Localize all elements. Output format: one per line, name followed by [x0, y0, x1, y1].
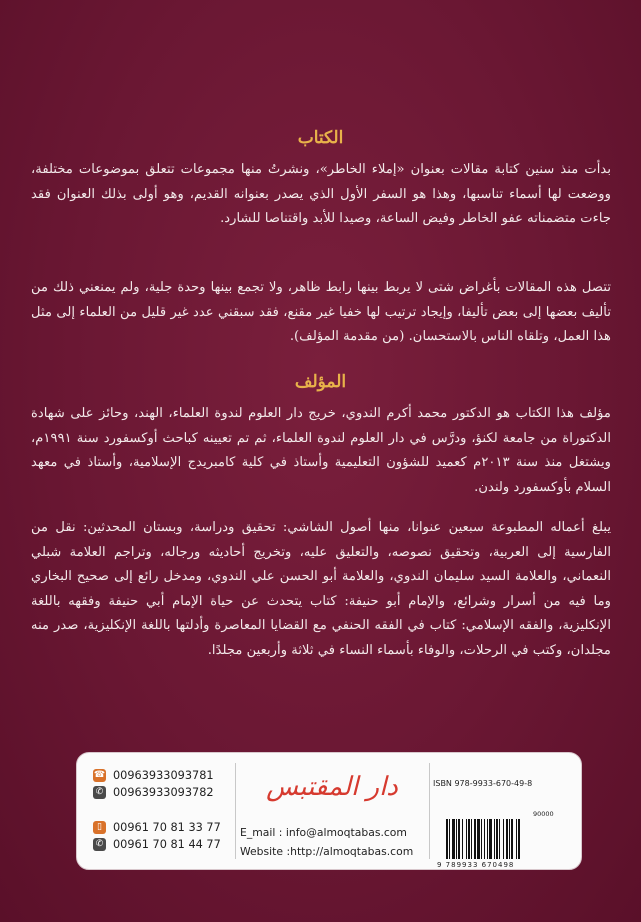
phone-group-syria — [93, 767, 231, 813]
phone-group-lebanon — [93, 819, 231, 865]
whatsapp-icon: ✆ — [93, 786, 106, 799]
book-description-paragraph-1: بدأت منذ سنين كتابة مقالات بعنوان «إملاء الخاطر»، ونشرتُ منها مجموعات تتعلق بموضوعات مختلفة، ووضعت لها أسماء تناسبها، وهذا هو السفر الأول الذي يصدر بعنوانه القديم، وهو أولى بذلك العنوان فقد جاءت متضمناته عفو الخاطر وفيض الساعة، وصيدا للأبد واقتناصا للشارد. — [31, 162, 611, 226]
phone-icon: ☎ — [93, 770, 106, 780]
barcode-icon — [445, 819, 557, 859]
phone-number[interactable]: 00963933093782 — [113, 786, 214, 799]
phone-number[interactable]: 00961 70 81 44 77 — [113, 838, 221, 851]
viber-icon: ✆ — [93, 838, 106, 851]
book-section-heading: الكتاب — [297, 128, 344, 148]
publisher-logo: دار المقتبس — [266, 772, 398, 802]
phone-numbers — [93, 767, 231, 871]
barcode-price-code: 90000 — [533, 810, 554, 818]
mobile-icon: ▯ — [93, 821, 106, 834]
isbn-label: ISBN 978-9933-670-49-8 — [433, 779, 533, 788]
phone-number[interactable]: 00961 70 81 33 77 — [113, 821, 221, 834]
publisher-contact — [240, 823, 430, 861]
divider — [235, 763, 236, 859]
book-description-paragraph-2: تتصل هذه المقالات بأغراض شتى لا يربط بينها رابط ظاهر، ولا تجمع بينها وحدة جلية، ولم يمنعني ذلك من تأليف بعضها إلى بعض تأليفا، وإيجاد ترتيب لها خفيا غير مقنع، فقد سبقني عدد غير قليل من العلماء إلى مثل هذا العمل، وتلقاه الناس بالاستحسان. (من مقدمة المؤلف). — [31, 280, 611, 344]
email-link[interactable]: E_mail : info@almoqtabas.com — [240, 826, 407, 839]
phone-number[interactable]: 00963933093781 — [113, 769, 214, 782]
author-bio-paragraph-1: مؤلف هذا الكتاب هو الدكتور محمد أكرم الندوي، خريج دار العلوم لندوة العلماء، الهند، وحائز على شهادة الدكتوراة من جامعة لكنؤ، ودرَّس في دار العلوم لندوة العلماء، ثم تم تعيينه كباحث أوكسفورد سنة ١٩٩١م، ويشتغل منذ سنة ٢٠١٣م كعميد للشؤون التعليمية وأستاذ في كلية كامبريدج الإسلامية، وأستاذ في معهد السلام بأوكسفورد ولندن. — [31, 406, 611, 495]
website-link[interactable]: Website :http://almoqtabas.com — [240, 845, 414, 858]
divider — [429, 763, 430, 859]
author-section-heading: المؤلف — [294, 372, 347, 392]
barcode-number: 9 789933 670498 — [437, 861, 515, 869]
author-bio-paragraph-2: يبلغ أعماله المطبوعة سبعين عنوانا، منها أصول الشاشي: تحقيق ودراسة، وبستان المحدثين: نقل من الفارسية إلى العربية، وتحقيق نصوصه، والتعليق عليه، وتخريج أحاديثه ورجاله، وتراجم العلامة شبلي النعماني، والعلامة السيد سليمان الندوي، والعلامة أبو الحسن علي الندوي، ومدخل رائع إلى صحيح البخاري وما فيه من أسرار وشرائع، والإمام أبو حنيفة: كتاب يتحدث عن حياة الإمام أبي حنيفة وفقهه باللغة الإنكليزية، والفقه الإسلامي: كتاب في الفقه الحنفي مع القضايا المعاصرة وأدلتها باللغة الإنكليزية، صدر منه مجلدان، وكتب في الرحلات، والوفاء بأسماء النساء في ثلاثة وأربعين مجلدًا. — [31, 520, 611, 658]
isbn-block — [433, 779, 573, 869]
publisher-info-panel — [76, 752, 582, 870]
